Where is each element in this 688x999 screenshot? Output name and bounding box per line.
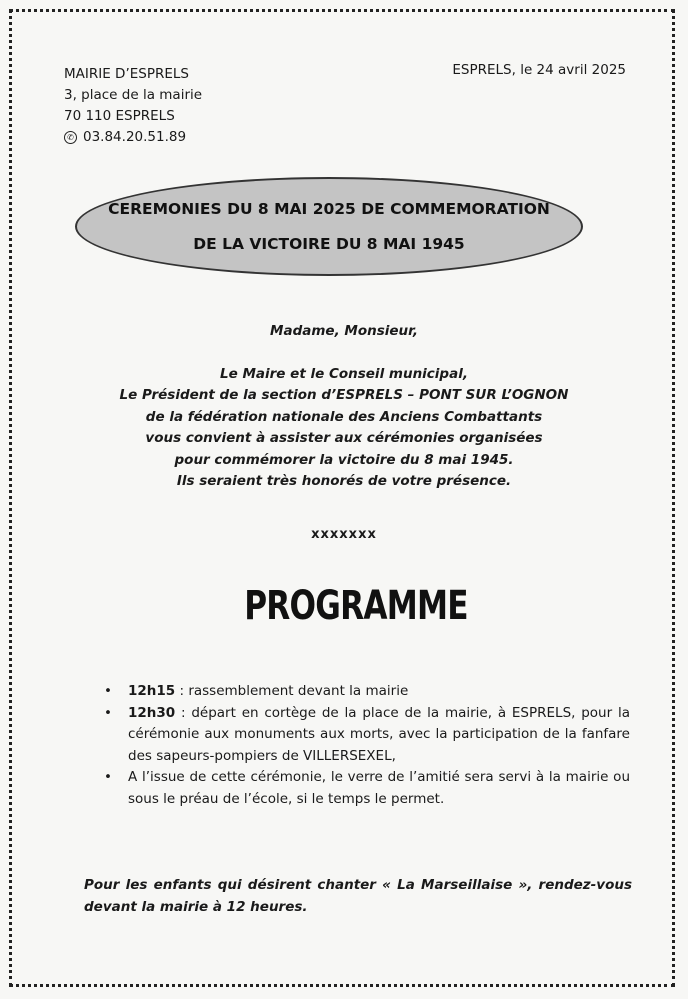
invitation-line: Le Maire et le Conseil municipal, [220,365,468,382]
children-note: Pour les enfants qui désirent chanter « La Marseillaise », rendez-vous devant la mairie à 12 heures. [84,877,632,915]
programme-time: 12h30 [128,704,176,721]
programme-text: : rassemblement devant la mairie [175,683,409,699]
heading-line-2: DE LA VICTOIRE DU 8 MAI 1945 [193,234,465,253]
phone-icon: ✆ [64,131,77,144]
sender-phone-line [64,127,202,148]
dotted-page-border [9,9,675,987]
programme-text: A l’issue de cette cérémonie, le verre de l’amitié sera servi à la mairie ou sous le préau de l’école, si le temps le permet. [128,769,630,807]
letter-date: ESPRELS, le 24 avril 2025 [452,62,626,78]
bullet-icon: • [104,683,112,699]
sender-name: MAIRIE D’ESPRELS [64,66,189,82]
bullet-icon: • [104,704,112,721]
invitation-line: Le Président de la section d’ESPRELS – PONT SUR L’OGNON [119,387,569,403]
ceremony-heading-oval [75,177,583,276]
invitation-line: de la fédération nationale des Anciens Combattants [145,408,543,425]
programme-text: : départ en cortège de la place de la mairie, à ESPRELS, pour la cérémonie aux monuments aux morts, avec la participation de la fanfare des sapeurs-pompiers de VILLERSEXEL, [128,704,630,764]
sender-city: 70 110 ESPRELS [64,108,175,124]
programme-time: 12h15 [128,683,176,699]
invitation-line: vous convient à assister aux cérémonies organisées [145,430,543,446]
sender-street: 3, place de la mairie [64,87,203,103]
programme-list [104,681,630,810]
invitation-line: pour commémorer la victoire du 8 mai 1945. [174,451,514,468]
sender-phone: 03.84.20.51.89 [83,129,187,145]
programme-title: PROGRAMME [244,583,468,629]
invitation-text [0,321,688,493]
separator: xxxxxxx [311,527,377,542]
bullet-icon: • [104,769,112,785]
sender-address-block [64,64,202,148]
invitation-line: Ils seraient très honorés de votre présence. [176,473,512,489]
list-item [104,703,630,768]
list-item [104,767,630,810]
list-item [104,681,630,703]
greeting: Madame, Monsieur, [270,323,418,339]
heading-line-1: CEREMONIES DU 8 MAI 2025 DE COMMEMORATION [108,199,550,218]
